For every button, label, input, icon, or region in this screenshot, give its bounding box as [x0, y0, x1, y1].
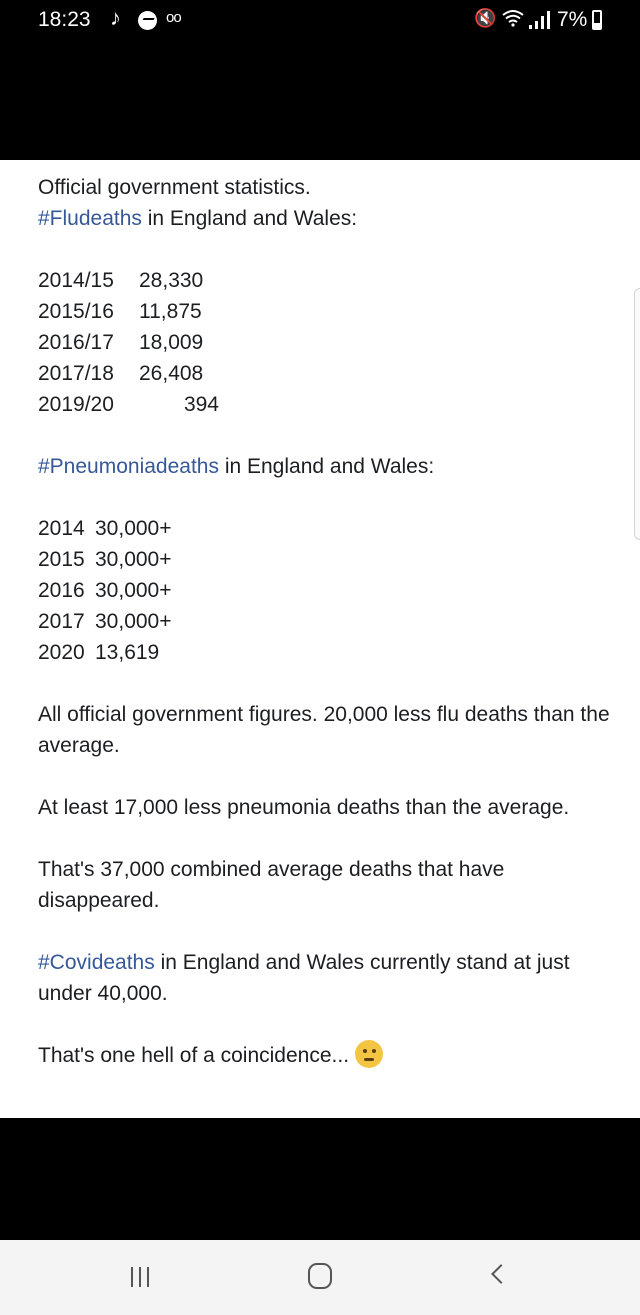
value: 11,875 [139, 300, 202, 323]
flu-heading-text: in England and Wales: [141, 207, 358, 230]
intro-line: Official government statistics. [38, 176, 311, 199]
list-item [38, 327, 628, 358]
value: 18,009 [139, 331, 204, 354]
tiktok-icon: ♪ [110, 5, 121, 30]
intro [38, 172, 628, 234]
value: 30,000+ [95, 548, 172, 571]
value: 30,000+ [95, 610, 172, 633]
value: 30,000+ [95, 579, 172, 602]
year: 2017 [38, 610, 85, 633]
value: 30,000+ [95, 517, 172, 540]
hashtag-pneumoniadeaths[interactable]: #Pneumoniadeaths [38, 455, 219, 478]
year: 2015/16 [38, 300, 114, 323]
year: 2019/20 [38, 393, 114, 416]
year: 2014/15 [38, 269, 114, 292]
list-item [38, 606, 628, 637]
navigation-bar [0, 1240, 640, 1315]
status-bar [0, 0, 640, 40]
flu-heading [38, 203, 628, 234]
flu-deaths-list [38, 265, 628, 420]
year: 2020 [38, 641, 85, 664]
side-panel-handle[interactable] [634, 288, 640, 540]
recents-icon [139, 1267, 141, 1287]
mute-icon: 🔇 [474, 8, 497, 28]
year: 2014 [38, 517, 85, 540]
combined-summary: That's 37,000 combined average deaths that have disappeared. [38, 858, 505, 912]
battery-icon [592, 10, 602, 30]
pneumonia-summary: At least 17,000 less pneumonia deaths than the average. [38, 796, 570, 819]
list-item [38, 265, 628, 296]
post-content [0, 160, 640, 1118]
year: 2017/18 [38, 362, 114, 385]
value: 394 [183, 393, 219, 416]
flu-summary: All official government figures. 20,000 less flu deaths than the average. [38, 703, 610, 757]
closing-line [38, 1040, 628, 1071]
year: 2016 [38, 579, 85, 602]
messenger-icon [138, 11, 157, 30]
post-body [38, 172, 628, 1071]
status-time: 18:23 [38, 8, 91, 31]
value: 26,408 [139, 362, 204, 385]
wifi-icon [502, 9, 524, 27]
voicemail-icon: oo [166, 9, 181, 26]
pneumonia-deaths-list [38, 513, 628, 668]
recents-icon [131, 1267, 133, 1287]
covid-statement-text: in England and Wales currently stand at just under 40,000. [38, 951, 570, 1005]
list-item [38, 358, 628, 389]
back-button[interactable] [491, 1264, 511, 1284]
recents-button[interactable] [128, 1264, 152, 1288]
list-item [38, 575, 628, 606]
list-item [38, 513, 628, 544]
battery-percent: 7% [557, 8, 588, 31]
closing-text: That's one hell of a coincidence... [38, 1044, 350, 1067]
thinking-face-emoji [355, 1040, 383, 1068]
hashtag-covideaths[interactable]: #Covideaths [38, 951, 155, 974]
list-item [38, 544, 628, 575]
hashtag-fludeaths[interactable]: #Fludeaths [38, 207, 142, 230]
list-item [38, 637, 628, 668]
value: 28,330 [139, 269, 204, 292]
pneumonia-heading [38, 451, 628, 482]
list-item [38, 389, 628, 420]
pneumonia-heading-text: in England and Wales: [218, 455, 435, 478]
year: 2015 [38, 548, 85, 571]
covid-statement [38, 947, 628, 1009]
signal-icon [528, 9, 552, 29]
recents-icon [147, 1267, 149, 1287]
value: 13,619 [95, 641, 160, 664]
year: 2016/17 [38, 331, 114, 354]
home-button[interactable] [308, 1263, 332, 1289]
list-item [38, 296, 628, 327]
